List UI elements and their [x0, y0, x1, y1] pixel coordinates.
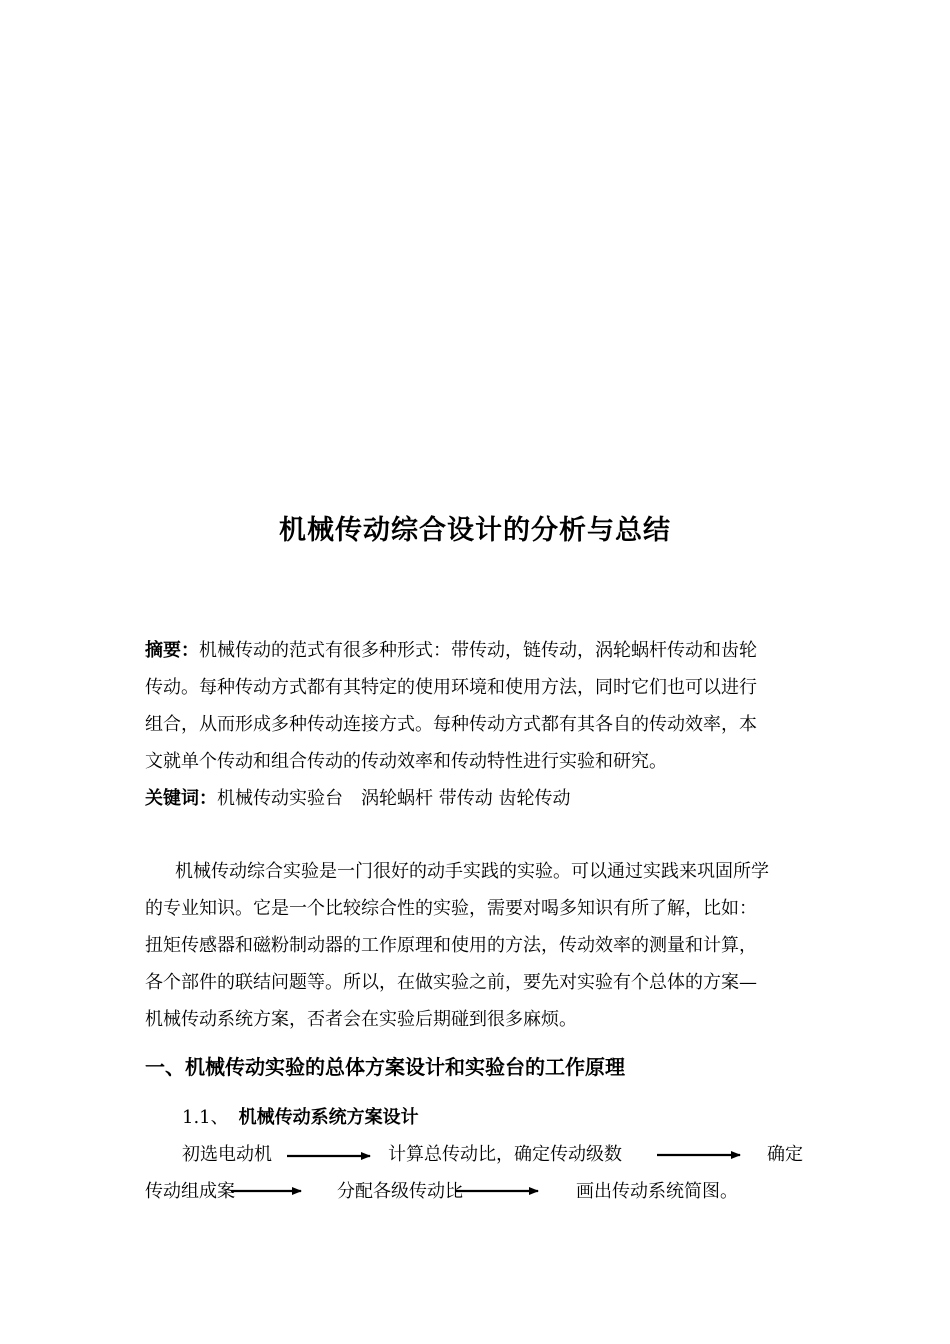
flow-step-3a: 确定 [767, 1144, 803, 1165]
keywords-line [145, 784, 810, 810]
abstract-line-1 [145, 636, 810, 662]
abstract-text-1: 机械传动的范式有很多种形式：带传动，链传动，涡轮蜗杆传动和齿轮 [199, 640, 757, 661]
keywords-text: 机械传动实验台 涡轮蜗杆 带传动 齿轮传动 [217, 788, 571, 809]
flow-step-2: 计算总传动比，确定传动级数 [388, 1144, 622, 1165]
body-line-2: 的专业知识。它是一个比较综合性的实验，需要对喝多知识有所了解，比如： [145, 898, 757, 919]
flow-step-1: 初选电动机 [182, 1144, 272, 1165]
document-title: 机械传动综合设计的分析与总结 [279, 515, 671, 546]
abstract-label: 摘要： [145, 640, 199, 661]
body-line-1: 机械传动综合实验是一门很好的动手实践的实验。可以通过实践来巩固所学 [175, 861, 769, 882]
subsection-heading [182, 1103, 419, 1129]
section-heading: 一、机械传动实验的总体方案设计和实验台的工作原理 [145, 1055, 625, 1079]
flow-step-3b: 传动组成案 [145, 1181, 235, 1202]
abstract-line-4: 文就单个传动和组合传动的传动效率和传动特性进行实验和研究。 [145, 751, 667, 772]
flow-step-5: 画出传动系统简图。 [576, 1181, 738, 1202]
subsection-title: 机械传动系统方案设计 [238, 1107, 419, 1128]
subsection-number: 1.1、 [182, 1107, 229, 1128]
abstract-line-3: 组合，从而形成多种传动连接方式。每种传动方式都有其各自的传动效率，本 [145, 714, 757, 735]
body-line-4: 各个部件的联结问题等。所以，在做实验之前，要先对实验有个总体的方案— [145, 972, 757, 993]
abstract-line-2: 传动。每种传动方式都有其特定的使用环境和使用方法，同时它们也可以进行 [145, 677, 757, 698]
body-line-5: 机械传动系统方案，否者会在实验后期碰到很多麻烦。 [145, 1009, 577, 1030]
flow-step-4: 分配各级传动比 [337, 1181, 463, 1202]
keywords-label: 关键词： [145, 788, 217, 809]
body-line-3: 扭矩传感器和磁粉制动器的工作原理和使用的方法，传动效率的测量和计算， [145, 935, 757, 956]
